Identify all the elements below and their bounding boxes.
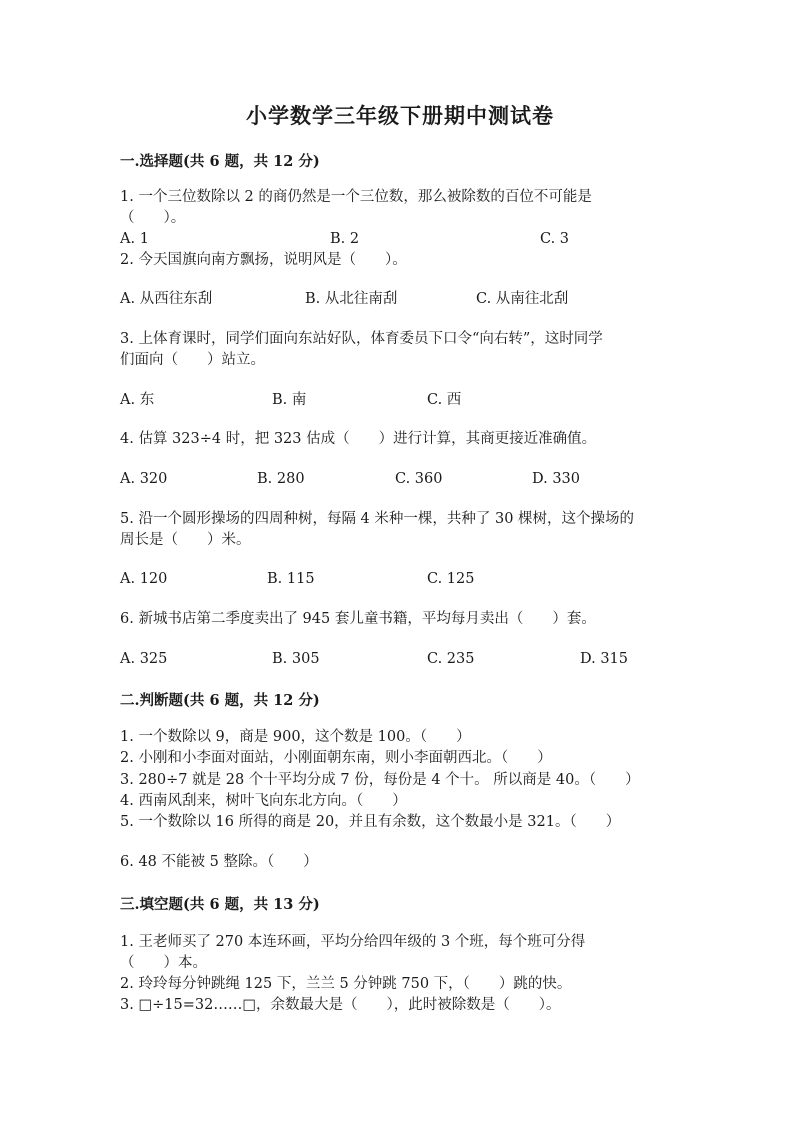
q5-option-c: C. 125 <box>427 571 475 587</box>
q6-option-a: A. 325 <box>120 651 168 667</box>
judge-item-3: 3. 280÷7 就是 28 个十平均分成 7 份，每份是 4 个十。 所以商是 40。（ ） <box>120 772 640 788</box>
q1-text: 1. 一个三位数除以 2 的商仍然是一个三位数，那么被除数的百位不可能是 <box>120 189 592 205</box>
q2-option-a: A. 从西往东刮 <box>120 291 213 307</box>
fill-q1-text-cont: （ ）本。 <box>120 955 207 971</box>
section-heading-fill-in: 三.填空题(共 6 题，共 13 分) <box>120 896 320 913</box>
q2-option-c: C. 从南往北刮 <box>476 291 569 307</box>
q6-option-d: D. 315 <box>580 651 629 667</box>
q3-text: 3. 上体育课时，同学们面向东站好队，体育委员下口令“向右转”，这时同学 <box>120 331 603 347</box>
fill-q1-text: 1. 王老师买了 270 本连环画，平均分给四年级的 3 个班，每个班可分得 <box>120 934 586 950</box>
q3-option-a: A. 东 <box>120 392 155 408</box>
q5-text: 5. 沿一个圆形操场的四周种树，每隔 4 米种一棵，共种了 30 棵树，这个操场的 <box>120 511 635 527</box>
q6-option-b: B. 305 <box>272 651 320 667</box>
q4-option-b: B. 280 <box>257 471 305 487</box>
q4-option-d: D. 330 <box>532 471 581 487</box>
fill-q2-text: 2. 玲玲每分钟跳绳 125 下，兰兰 5 分钟跳 750 下，（ ）跳的快。 <box>120 976 572 992</box>
judge-item-4: 4. 西南风刮来，树叶飞向东北方向。（ ） <box>120 793 407 809</box>
q1-option-c: C. 3 <box>540 231 570 247</box>
section-heading-choice: 一.选择题(共 6 题，共 12 分) <box>120 153 320 170</box>
q2-text: 2. 今天国旗向南方飘扬，说明风是（ ）。 <box>120 252 407 268</box>
judge-item-5: 5. 一个数除以 16 所得的商是 20，并且有余数，这个数最小是 321。（ ） <box>120 814 621 830</box>
judge-item-6: 6. 48 不能被 5 整除。（ ） <box>120 854 318 870</box>
q5-option-a: A. 120 <box>120 571 168 587</box>
judge-item-2: 2. 小刚和小李面对面站，小刚面朝东南，则小李面朝西北。（ ） <box>120 750 552 766</box>
q3-text-cont: 们面向（ ）站立。 <box>120 352 265 368</box>
q1-text-cont: （ ）。 <box>120 210 186 226</box>
section-heading-judgement: 二.判断题(共 6 题，共 12 分) <box>120 692 320 709</box>
q4-text: 4. 估算 323÷4 时，把 323 估成（ ）进行计算，其商更接近准确值。 <box>120 431 597 447</box>
q1-option-a: A. 1 <box>120 231 149 247</box>
fill-q3-text: 3. □÷15=32……□，余数最大是（ ），此时被除数是（ ）。 <box>120 997 561 1013</box>
q3-option-b: B. 南 <box>272 392 307 408</box>
q4-option-c: C. 360 <box>395 471 443 487</box>
q4-option-a: A. 320 <box>120 471 168 487</box>
q2-option-b: B. 从北往南刮 <box>305 291 398 307</box>
q6-option-c: C. 235 <box>427 651 475 667</box>
page-title: 小学数学三年级下册期中测试卷 <box>246 103 554 128</box>
judge-item-1: 1. 一个数除以 9，商是 900，这个数是 100。（ ） <box>120 729 471 745</box>
q1-option-b: B. 2 <box>330 231 360 247</box>
q5-text-cont: 周长是（ ）米。 <box>120 532 251 548</box>
q5-option-b: B. 115 <box>267 571 315 587</box>
q3-option-c: C. 西 <box>427 392 462 408</box>
q6-text: 6. 新城书店第二季度卖出了 945 套儿童书籍，平均每月卖出（ ）套。 <box>120 611 596 627</box>
